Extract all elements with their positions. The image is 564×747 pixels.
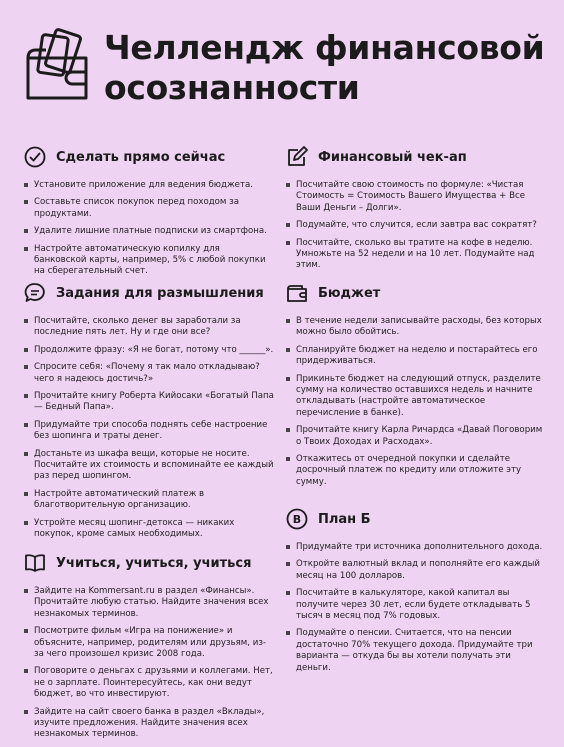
page-title: Челлендж финансовой осознанности	[104, 28, 545, 107]
section-title: Бюджет	[318, 285, 381, 301]
list-item: Достаньте из шкафа вещи, которые не носите. Посчитайте их стоимость и вспоминайте ее каждый раз перед шопингом.	[24, 449, 274, 483]
section-title: План Б	[318, 511, 371, 527]
section-plan-b	[286, 508, 548, 680]
section-title: Задания для размышления	[56, 285, 264, 301]
speech-bubble-icon	[24, 282, 46, 304]
section-budget	[286, 282, 548, 494]
header	[0, 0, 564, 120]
section-checkup	[286, 146, 548, 278]
list-item: Посчитайте в калькуляторе, какой капитал вы получите через 30 лет, если будете откладывать 5 тысяч в месяц под 7% годовых.	[286, 588, 548, 622]
item-list	[24, 316, 274, 541]
list-item: Посмотрите фильм «Игра на понижение» и объясните, например, родителям или друзьям, из-за чего произошел кризис 2008 года.	[24, 626, 274, 660]
list-item: Прочитайте книгу Карла Ричардса «Давай Поговорим о Твоих Доходах и Расходах».	[286, 425, 548, 448]
list-item: Удалите лишние платные подписки из смартфона.	[24, 226, 274, 237]
list-item: Посчитайте, сколько вы тратите на кофе в неделю. Умножьте на 52 недели и на 10 лет. Подумайте над этим.	[286, 238, 548, 272]
list-item: Устройте месяц шопинг-детокса — никаких покупок, кроме самых необходимых.	[24, 518, 274, 541]
list-item: Спланируйте бюджет на неделю и постарайтесь его придерживаться.	[286, 345, 548, 368]
list-item: Подумайте о пенсии. Считается, что на пенсии достаточно 70% текущего дохода. Придумайте три варианта — откуда бы вы хотели получать эти деньги.	[286, 628, 548, 674]
list-item: Откажитесь от очередной покупки и сделайте досрочный платеж по кредиту или отложите эту сумму.	[286, 454, 548, 488]
list-item: Продолжите фразу: «Я не богат, потому что ______».	[24, 345, 274, 356]
wallet-icon	[286, 282, 308, 304]
list-item: Составьте список покупок перед походом за продуктами.	[24, 197, 274, 220]
item-list	[286, 542, 548, 674]
circle-b-icon	[286, 508, 308, 530]
open-book-icon	[24, 552, 46, 574]
list-item: Придумайте три источника дополнительного дохода.	[286, 542, 548, 553]
pencil-square-icon	[286, 146, 308, 168]
list-item: Зайдите на сайт своего банка в раздел «Вклады», изучите предложения. Найдите значения всех незнакомых терминов.	[24, 707, 274, 741]
list-item: Придумайте три способа поднять себе настроение без шопинга и траты денег.	[24, 420, 274, 443]
list-item: Подумайте, что случится, если завтра вас сократят?	[286, 220, 548, 231]
section-title: Сделать прямо сейчас	[56, 149, 226, 165]
list-item: Посчитайте, сколько денег вы заработали за последние пять лет. Ну и где они все?	[24, 316, 274, 339]
checkmark-circle-icon	[24, 146, 46, 168]
list-item: В течение недели записывайте расходы, без которых можно было обойтись.	[286, 316, 548, 339]
list-item: Посчитайте свою стоимость по формуле: «Чистая Стоимость = Стоимость Вашего Имущества + Все Ваши Деньги – Долги».	[286, 180, 548, 214]
section-learn	[24, 552, 274, 747]
section-do-now	[24, 146, 274, 284]
list-item: Прочитайте книгу Роберта Кийосаки «Богатый Папа — Бедный Папа».	[24, 391, 274, 414]
item-list	[286, 180, 548, 272]
list-item: Настройте автоматический платеж в благотворительную организацию.	[24, 489, 274, 512]
list-item: Откройте валютный вклад и пополняйте его каждый месяц на 100 долларов.	[286, 559, 548, 582]
list-item: Установите приложение для ведения бюджета.	[24, 180, 274, 191]
wallet-cards-icon	[24, 28, 92, 104]
list-item: Настройте автоматическую копилку для банковской карты, например, 5% с любой покупки на сберегательный счет.	[24, 244, 274, 278]
list-item: Прикиньте бюджет на следующий отпуск, разделите сумму на количество оставшихся недель и начните откладывать (настройте автоматическое перечисление в банке).	[286, 374, 548, 420]
item-list	[286, 316, 548, 488]
section-title: Учиться, учиться, учиться	[56, 555, 252, 571]
list-item: Зайдите на Kommersant.ru в раздел «Финансы». Прочитайте любую статью. Найдите значения всех незнакомых терминов.	[24, 586, 274, 620]
badge-letter: B	[292, 513, 302, 526]
list-item: Поговорите о деньгах с друзьями и коллегами. Нет, не о зарплате. Поинтересуйтесь, как они ведут бюджет, во что инвестируют.	[24, 666, 274, 700]
section-reflect	[24, 282, 274, 547]
list-item: Спросите себя: «Почему я так мало откладываю? чего я надеюсь достичь?»	[24, 362, 274, 385]
item-list	[24, 180, 274, 278]
item-list	[24, 586, 274, 741]
section-title: Финансовый чек-ап	[318, 149, 467, 165]
